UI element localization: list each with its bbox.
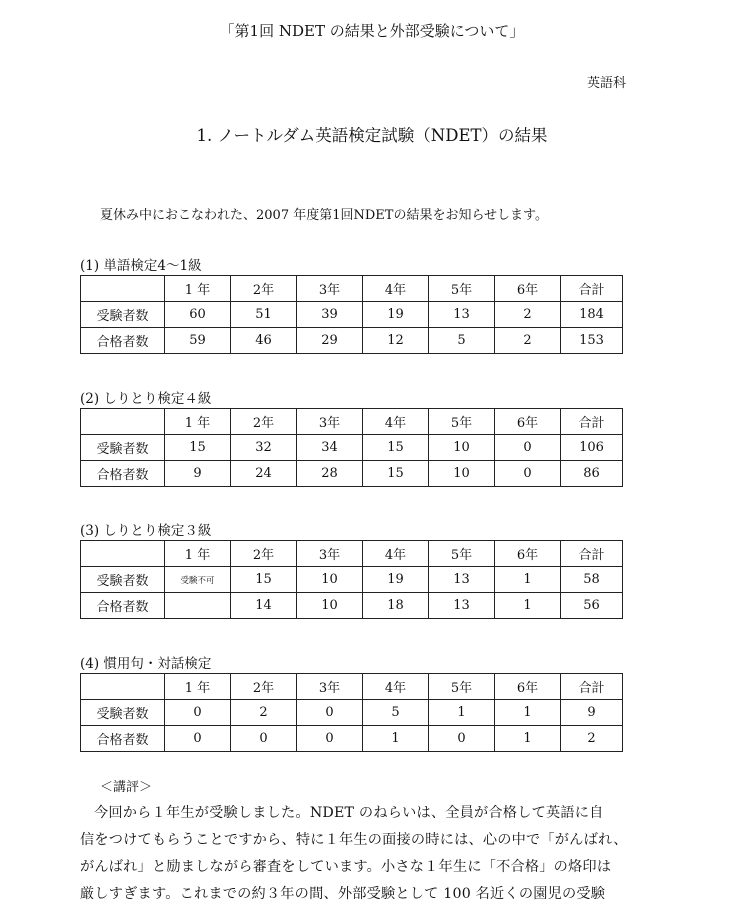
count-cell: 10: [429, 461, 495, 487]
header-cell: 6年: [495, 674, 561, 700]
header-cell: 6年: [495, 409, 561, 435]
review-body: [80, 800, 632, 908]
review-line: 厳しすぎます。これまでの約３年の間、外部受験として 100 名近くの園児の受験: [80, 886, 606, 902]
count-cell: 19: [363, 567, 429, 593]
count-cell: 10: [297, 593, 363, 619]
count-cell: 24: [231, 461, 297, 487]
section-label-3: (3) しりとり検定３級: [80, 523, 212, 539]
header-cell: 3年: [297, 674, 363, 700]
count-cell: 0: [165, 726, 231, 752]
count-cell: 0: [429, 726, 495, 752]
header-cell: 5年: [429, 409, 495, 435]
count-cell: 15: [363, 461, 429, 487]
count-cell: 15: [363, 435, 429, 461]
header-cell: 1 年: [165, 674, 231, 700]
header-cell: 2年: [231, 541, 297, 567]
table-header-row: [81, 674, 623, 700]
header-cell: 1 年: [165, 409, 231, 435]
row-label-cell: 受験者数: [81, 302, 165, 328]
header-cell: 5年: [429, 276, 495, 302]
header-cell: 6年: [495, 541, 561, 567]
count-cell: 受験不可: [165, 567, 231, 593]
header-blank-cell: [81, 409, 165, 435]
header-cell: 2年: [231, 674, 297, 700]
header-cell: 合計: [561, 276, 623, 302]
results-table-4: [80, 673, 623, 752]
row-label-cell: 受験者数: [81, 567, 165, 593]
table-header-row: [81, 276, 623, 302]
count-cell: 86: [561, 461, 623, 487]
count-cell: 46: [231, 328, 297, 354]
count-cell: 56: [561, 593, 623, 619]
row-label-cell: 合格者数: [81, 593, 165, 619]
count-cell: 2: [495, 328, 561, 354]
count-cell: 51: [231, 302, 297, 328]
table-row: [81, 461, 623, 487]
row-label-cell: 受験者数: [81, 435, 165, 461]
header-blank-cell: [81, 674, 165, 700]
review-title: ＜講評＞: [100, 780, 153, 795]
table-row: [81, 567, 623, 593]
count-cell: 60: [165, 302, 231, 328]
count-cell: 10: [297, 567, 363, 593]
table-row: [81, 700, 623, 726]
header-cell: 合計: [561, 674, 623, 700]
table-header-row: [81, 409, 623, 435]
row-label-cell: 合格者数: [81, 726, 165, 752]
count-cell: 0: [165, 700, 231, 726]
count-cell: 19: [363, 302, 429, 328]
header-cell: 2年: [231, 276, 297, 302]
count-cell: 15: [165, 435, 231, 461]
results-table-3: [80, 540, 623, 619]
table-row: [81, 726, 623, 752]
row-label-cell: 合格者数: [81, 328, 165, 354]
section-label-4: (4) 慣用句・対話検定: [80, 656, 212, 672]
header-cell: 3年: [297, 276, 363, 302]
count-cell: 5: [363, 700, 429, 726]
count-cell: 32: [231, 435, 297, 461]
header-cell: 3年: [297, 409, 363, 435]
table-row: [81, 435, 623, 461]
review-line: 信をつけてもらうことですから、特に１年生の面接の時には、心の中で「がんばれ、: [80, 832, 628, 848]
header-cell: 5年: [429, 541, 495, 567]
header-cell: 5年: [429, 674, 495, 700]
count-cell: 1: [495, 700, 561, 726]
count-cell: 1: [495, 567, 561, 593]
section-label-2: (2) しりとり検定４級: [80, 391, 212, 407]
count-cell: 106: [561, 435, 623, 461]
count-cell: 0: [495, 435, 561, 461]
results-table-2: [80, 408, 623, 487]
count-cell: 1: [495, 726, 561, 752]
count-cell: 13: [429, 302, 495, 328]
count-cell: 13: [429, 593, 495, 619]
count-cell: 0: [297, 700, 363, 726]
count-cell: 39: [297, 302, 363, 328]
row-label-cell: 合格者数: [81, 461, 165, 487]
header-cell: 4年: [363, 674, 429, 700]
header-cell: 4年: [363, 409, 429, 435]
table-row: [81, 593, 623, 619]
department-label: 英語科: [586, 76, 626, 91]
document-title: 「第1回 NDET の結果と外部受験について」: [219, 22, 525, 40]
count-cell: 12: [363, 328, 429, 354]
count-cell: 59: [165, 328, 231, 354]
count-cell: 153: [561, 328, 623, 354]
count-cell: 15: [231, 567, 297, 593]
count-cell: 34: [297, 435, 363, 461]
results-table-1: [80, 275, 623, 354]
count-cell: 58: [561, 567, 623, 593]
count-cell: 14: [231, 593, 297, 619]
count-cell: 0: [495, 461, 561, 487]
count-cell: 2: [495, 302, 561, 328]
header-cell: 6年: [495, 276, 561, 302]
count-cell: 184: [561, 302, 623, 328]
header-blank-cell: [81, 541, 165, 567]
count-cell: 2: [231, 700, 297, 726]
count-cell: 5: [429, 328, 495, 354]
count-cell: 28: [297, 461, 363, 487]
intro-text: 夏休み中におこなわれた、2007 年度第1回NDETの結果をお知らせします。: [100, 208, 549, 223]
count-cell: 29: [297, 328, 363, 354]
header-cell: 2年: [231, 409, 297, 435]
count-cell: 1: [495, 593, 561, 619]
count-cell: 13: [429, 567, 495, 593]
count-cell: 9: [561, 700, 623, 726]
header-blank-cell: [81, 276, 165, 302]
row-label-cell: 受験者数: [81, 700, 165, 726]
table-row: [81, 302, 623, 328]
count-cell: 1: [429, 700, 495, 726]
table-row: [81, 328, 623, 354]
count-cell: 2: [561, 726, 623, 752]
count-cell: 10: [429, 435, 495, 461]
header-cell: 4年: [363, 541, 429, 567]
header-cell: 合計: [561, 409, 623, 435]
count-cell: [165, 593, 231, 619]
count-cell: 1: [363, 726, 429, 752]
header-cell: 3年: [297, 541, 363, 567]
review-line: がんばれ」と励ましながら審査をしています。小さな１年生に「不合格」の烙印は: [80, 859, 612, 875]
section-label-1: (1) 単語検定4～1級: [80, 258, 202, 274]
section-heading: 1. ノートルダム英語検定試験（NDET）の結果: [196, 126, 548, 145]
count-cell: 0: [231, 726, 297, 752]
count-cell: 9: [165, 461, 231, 487]
review-line: 今回から１年生が受験しました。NDET のねらいは、全員が合格して英語に自: [94, 805, 604, 821]
header-cell: 1 年: [165, 541, 231, 567]
count-cell: 18: [363, 593, 429, 619]
header-cell: 合計: [561, 541, 623, 567]
header-cell: 1 年: [165, 276, 231, 302]
header-cell: 4年: [363, 276, 429, 302]
table-header-row: [81, 541, 623, 567]
count-cell: 0: [297, 726, 363, 752]
